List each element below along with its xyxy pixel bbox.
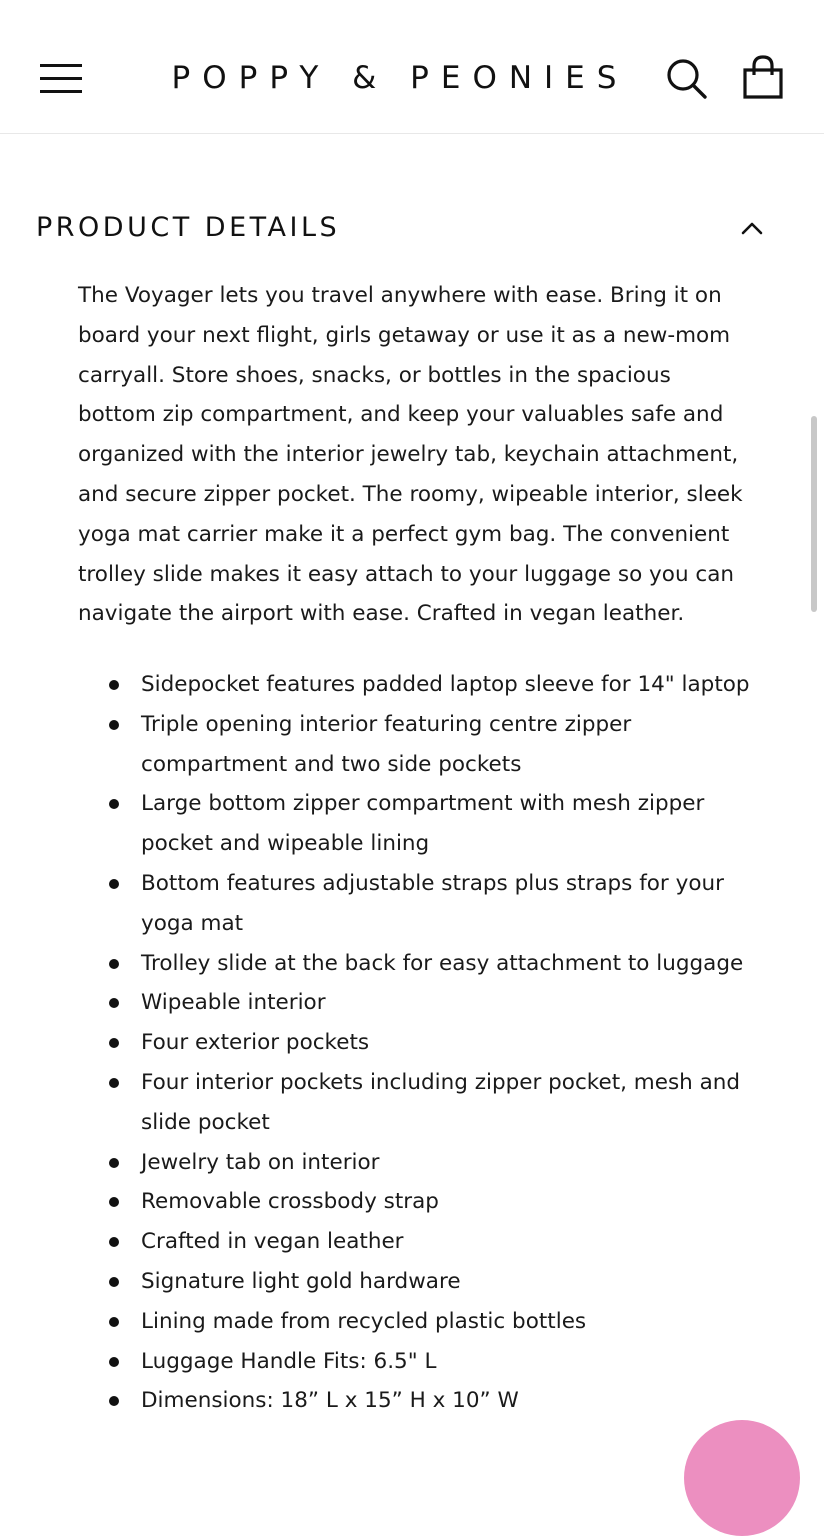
product-details-toggle[interactable] [36, 208, 776, 248]
feature-list [141, 665, 761, 1421]
list-item: Large bottom zipper compartment with mesh zipper pocket and wipeable lining [141, 784, 761, 864]
brand-logo[interactable]: POPPY & PEONIES [171, 60, 629, 96]
product-description: The Voyager lets you travel anywhere with ease. Bring it on board your next flight, girls getaway or use it as a new-mom carryall. Store shoes, snacks, or bottles in the spacious bottom zip compartment, and keep your valuables safe and organized with the interior jewelry tab, keychain attachment, and secure zipper pocket. The roomy, wipeable interior, sleek yoga mat carrier make it a perfect gym bag. The convenient trolley slide makes it easy attach to your luggage so you can navigate the airport with ease. Crafted in vegan leather. [78, 283, 743, 627]
scrollbar-thumb[interactable] [811, 416, 817, 612]
list-item: Removable crossbody strap [141, 1182, 761, 1222]
list-item: Lining made from recycled plastic bottles [141, 1302, 761, 1342]
list-item: Crafted in vegan leather [141, 1222, 761, 1262]
list-item: Four interior pockets including zipper pocket, mesh and slide pocket [141, 1063, 761, 1143]
chat-launcher-button[interactable] [684, 1420, 800, 1536]
list-item: Triple opening interior featuring centre zipper compartment and two side pockets [141, 705, 761, 785]
list-item: Signature light gold hardware [141, 1262, 761, 1302]
list-item: Luggage Handle Fits: 6.5" L [141, 1342, 761, 1382]
list-item: Bottom features adjustable straps plus straps for your yoga mat [141, 864, 761, 944]
list-item: Four exterior pockets [141, 1023, 761, 1063]
shopping-bag-icon[interactable] [742, 54, 784, 100]
list-item: Trolley slide at the back for easy attachment to luggage [141, 944, 761, 984]
list-item: Sidepocket features padded laptop sleeve for 14" laptop [141, 665, 761, 705]
list-item: Jewelry tab on interior [141, 1143, 761, 1183]
hamburger-menu-icon[interactable] [40, 62, 82, 94]
section-title: PRODUCT DETAILS [36, 212, 341, 243]
chevron-up-icon[interactable] [740, 216, 764, 240]
site-header [0, 0, 824, 134]
list-item: Dimensions: 18” L x 15” H x 10” W [141, 1381, 761, 1421]
list-item: Wipeable interior [141, 983, 761, 1023]
search-icon[interactable] [666, 58, 708, 100]
